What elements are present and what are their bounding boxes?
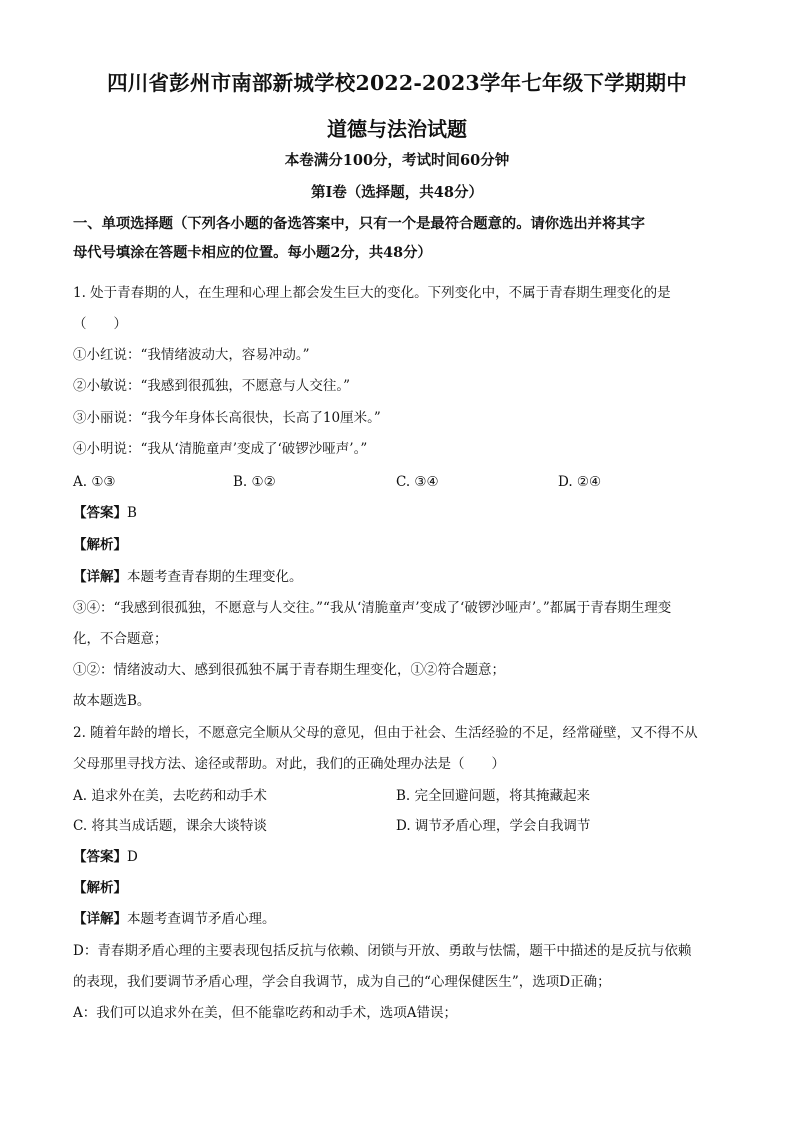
section-heading-line1: 一、单项选择题（下列各小题的备选答案中，只有一个是最符合题意的。请你选出并将其字: [73, 216, 645, 232]
q1-detail: [73, 567, 733, 587]
q1-item-2: ②小敏说：“我感到很孤独，不愿意与人交往。”: [73, 378, 351, 394]
q1-explanation-1-line2: 化，不合题意；: [73, 631, 168, 647]
q1-stem-line2: （ ）: [73, 316, 127, 332]
q2-explanation-2: A：我们可以追求外在美，但不能靠吃药和动手术，选项A错误；: [73, 1005, 457, 1021]
q2-explanation-1-line1: D：青春期矛盾心理的主要表现包括反抗与依赖、闭锁与开放、勇敢与怯懦，题干中描述的是反抗与依赖: [73, 943, 692, 959]
q1-option-b: B. ①②: [233, 474, 276, 490]
q2-option-c: C. 将其当成话题，课余大谈特谈: [73, 818, 267, 834]
q1-option-d: D. ②④: [558, 474, 602, 490]
q2-explanation-1-line2: 的表现，我们要调节矛盾心理，学会自我调节，成为自己的“心理保健医生”，选项D正确；: [73, 974, 611, 990]
answer-value: D: [127, 849, 138, 865]
q2-option-b: B. 完全回避问题，将其掩藏起来: [396, 788, 591, 804]
exam-info: 本卷满分100分，考试时间60分钟: [284, 152, 510, 169]
answer-tag: 【答案】: [73, 849, 127, 865]
detail-text: 本题考查青春期的生理变化。: [127, 569, 303, 585]
q1-answer: [73, 503, 733, 523]
q1-item-4: ④小明说：“我从‘清脆童声’变成了‘破锣沙哑声’。”: [73, 441, 368, 457]
q2-analysis-tag: 【解析】: [73, 880, 127, 896]
q1-analysis-tag: 【解析】: [73, 537, 127, 553]
q1-option-c: C. ③④: [396, 474, 439, 490]
q2-detail: [73, 909, 733, 929]
q1-explanation-2: ①②：情绪波动大、感到很孤独不属于青春期生理变化，①②符合题意；: [73, 662, 505, 678]
q1-item-1: ①小红说：“我情绪波动大，容易冲动。”: [73, 347, 310, 363]
answer-value: B: [127, 505, 137, 521]
section-heading-line2: 母代号填涂在答题卡相应的位置。每小题2分，共48分）: [73, 245, 432, 261]
detail-text: 本题考查调节矛盾心理。: [127, 911, 276, 927]
detail-tag: 【详解】: [73, 569, 127, 585]
exam-title-line1: 四川省彭州市南部新城学校2022-2023学年七年级下学期期中: [107, 71, 687, 95]
answer-tag: 【答案】: [73, 505, 127, 521]
q1-explanation-1-line1: ③④：“我感到很孤独，不愿意与人交往。”“我从‘清脆童声’变成了‘破锣沙哑声’。”都属于青春期生理变: [73, 600, 672, 616]
q1-conclusion: 故本题选B。: [73, 693, 151, 709]
q2-stem-line2: 父母那里寻找方法、途径或帮助。对此，我们的正确处理办法是（ ）: [73, 756, 505, 772]
exam-title-line2: 道德与法治试题: [327, 117, 467, 141]
q2-option-d: D. 调节矛盾心理，学会自我调节: [396, 818, 591, 834]
q1-option-a: A. ①③: [73, 474, 116, 490]
q1-stem-line1: 1. 处于青春期的人，在生理和心理上都会发生巨大的变化。下列变化中，不属于青春期生理变化的是: [73, 285, 671, 301]
detail-tag: 【详解】: [73, 911, 127, 927]
q2-answer: [73, 847, 733, 867]
q2-option-a: A. 追求外在美，去吃药和动手术: [73, 788, 267, 804]
q2-stem-line1: 2. 随着年龄的增长，不愿意完全顺从父母的意见，但由于社会、生活经验的不足，经常碰壁，又不得不从: [73, 725, 698, 741]
q1-item-3: ③小丽说：“我今年身体长高很快，长高了10厘米。”: [73, 410, 381, 426]
part-title: 第Ⅰ卷（选择题，共48分）: [311, 184, 483, 201]
